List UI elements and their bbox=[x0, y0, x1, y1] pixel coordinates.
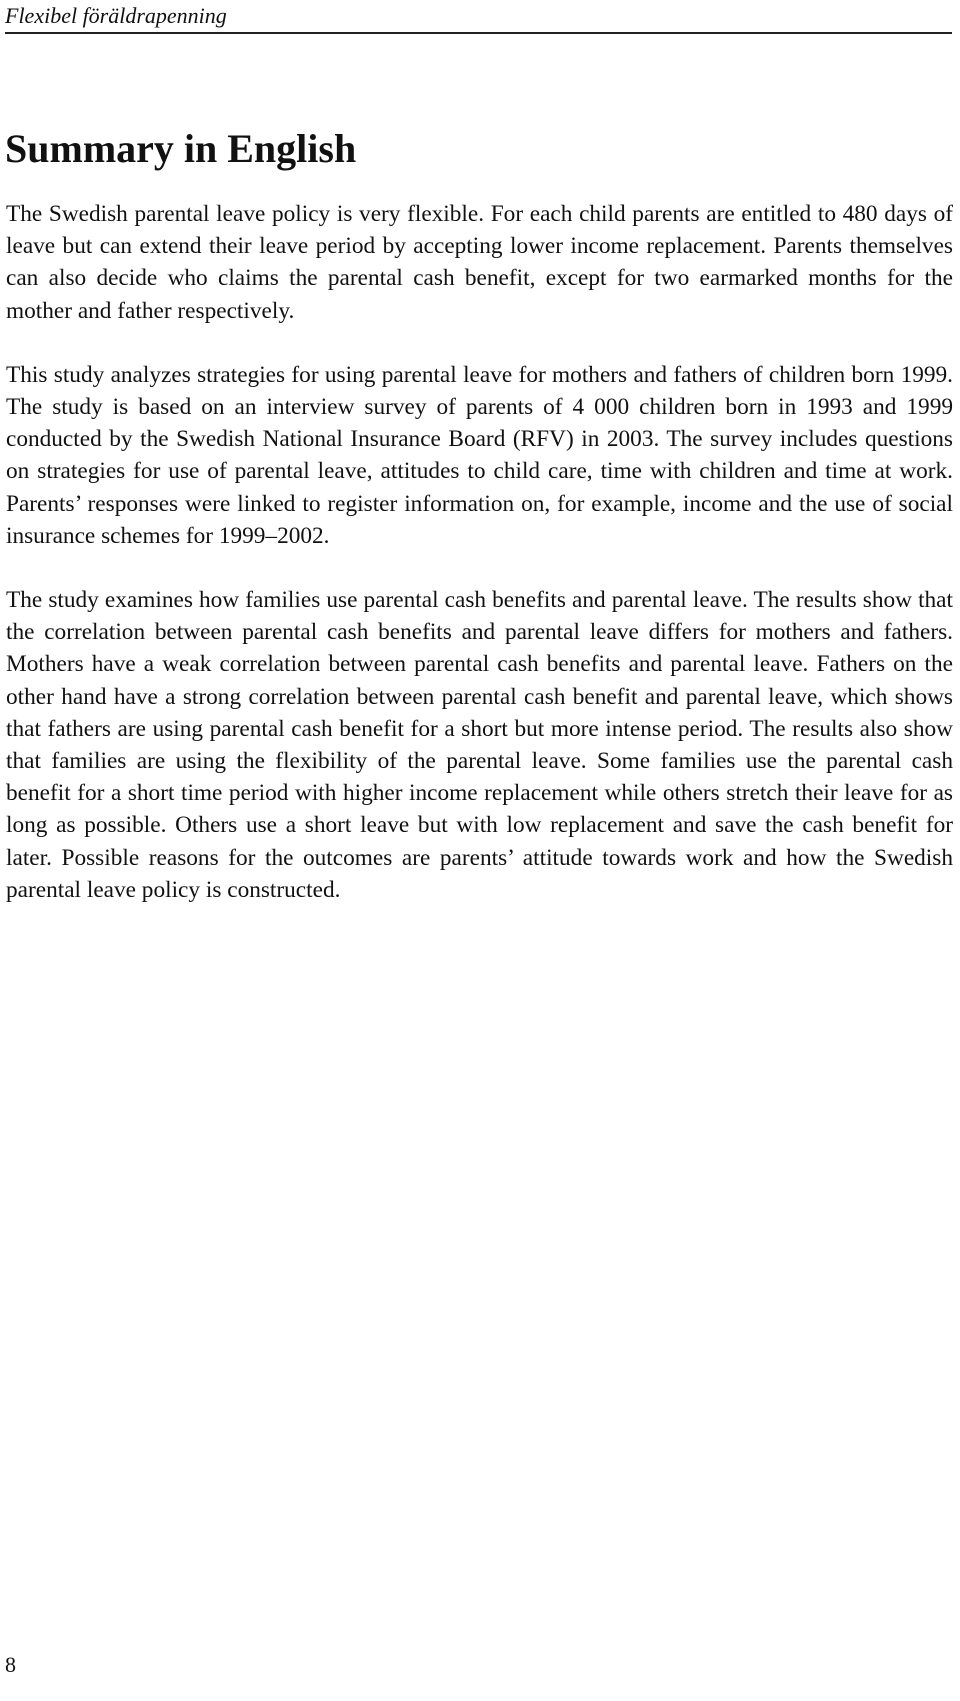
page-number: 8 bbox=[5, 1652, 16, 1677]
summary-body bbox=[6, 198, 953, 938]
paragraph-results: The study examines how families use parental cash benefits and parental leave. The results show that the correlation between parental cash benefits and parental leave differs for mothers and fathers. Mothers have a weak correlation between parental cash benefits and parental leave. Fathers on the other hand have a strong correlation between parental cash benefit and parental leave, which shows that fathers are using parental cash benefit for a short but more intense period. The results also show that families are using the flexibility of the parental leave. Some families use the parental cash benefit for a short time period with higher income replacement while others stretch their leave for as long as possible. Others use a short leave but with low replacement and save the cash benefit for later. Possible reasons for the outcomes are parents’ attitude towards work and how the Swedish parental leave policy is constructed. bbox=[6, 587, 953, 903]
paragraph-policy: The Swedish parental leave policy is very flexible. For each child parents are entitled to 480 days of leave but can extend their leave period by accepting lower income replacement. Parents themselves can also decide who claims the parental cash benefit, except for two earmarked months for the mother and father respectively. bbox=[6, 201, 953, 324]
running-title: Flexibel föräldrapenning bbox=[5, 3, 227, 28]
paragraph-study: This study analyzes strategies for using parental leave for mothers and fathers of children born 1999. The study is based on an interview survey of parents of 4 000 children born in 1993 and 1999 conducted by the Swedish National Insurance Board (RFV) in 2003. The survey includes questions on strategies for use of parental leave, attitudes to child care, time with children and time at work. Parents’ responses were linked to register information on, for example, income and the use of social insurance schemes for 1999–2002. bbox=[6, 361, 953, 549]
running-header bbox=[5, 0, 952, 34]
section-title: Summary in English bbox=[5, 126, 357, 171]
